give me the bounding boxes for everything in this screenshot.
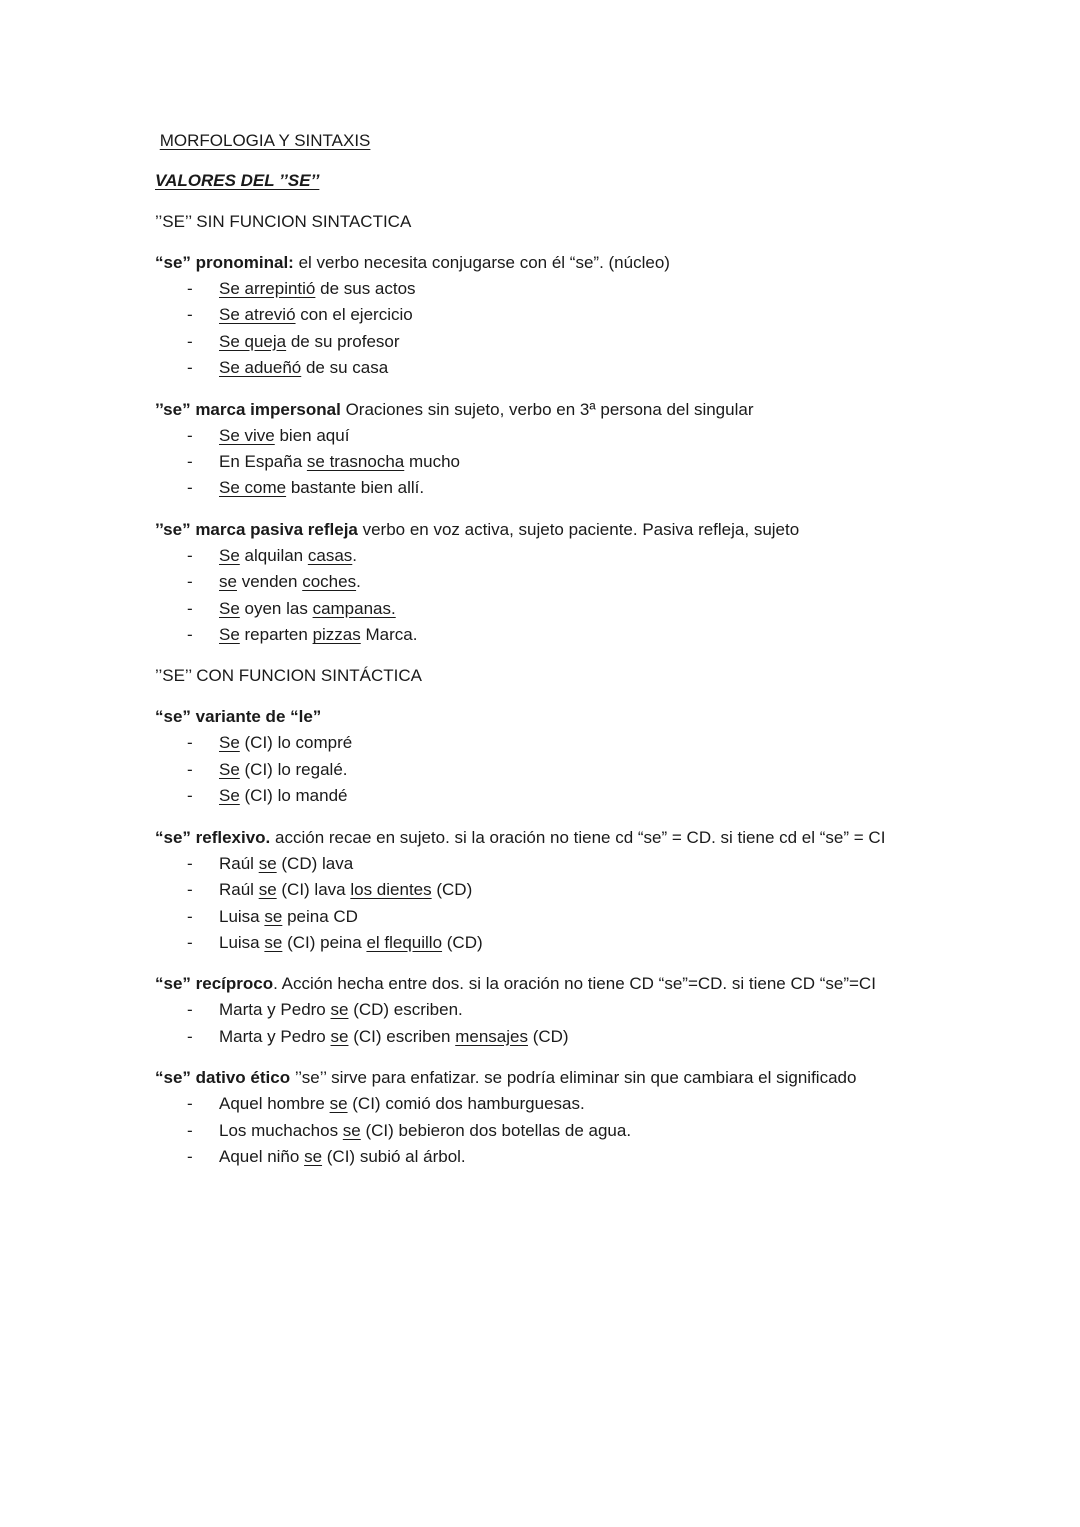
example-item [155,355,955,381]
example-list [155,1091,955,1170]
underlined-segment: Se vive [219,425,275,445]
group-label: “se” recíproco [155,974,274,994]
document-subtitle [155,168,955,194]
text-segment: de su casa [301,358,389,378]
example-list [155,997,955,1050]
underlined-segment: casas [307,545,353,565]
text-segment: bien aquí [274,425,350,445]
group-label: “se” variante de “le” [155,707,322,727]
underlined-segment: Se [219,625,240,645]
underlined-segment: Se [219,598,240,618]
underlined-segment: se [304,1146,323,1166]
example-item [155,329,955,355]
text-segment: de su profesor [286,331,400,351]
text-segment: peina CD [282,906,358,926]
example-item [155,730,955,756]
text-segment: Los muchachos [219,1120,343,1140]
group-label: “se” dativo ético [155,1068,291,1088]
group-description: el verbo necesita conjugarse con él “se”. (núcleo) [293,253,670,272]
text-segment: reparten [239,625,313,645]
group-label: ’’se” marca pasiva refleja [155,519,358,539]
underlined-segment: coches [302,572,357,592]
text-segment: (CI) lava [276,880,351,900]
text-segment: (CD) lava [276,853,354,873]
underlined-segment: pizzas [312,625,361,645]
group-definition [155,1065,955,1091]
section-heading: ’’SE’’ SIN FUNCION SINTACTICA [155,212,412,231]
underlined-segment: Se arrepintió [219,279,316,298]
example-item [155,1118,955,1144]
underlined-segment: se [329,1094,348,1114]
example-item [155,423,955,449]
group-label: “se” reflexivo. [155,827,271,847]
example-item [155,783,955,809]
group-definition [155,971,955,997]
text-segment: Marta y Pedro [219,1000,331,1020]
group-description: acción recae en sujeto. si la oración no tiene cd “se” = CD. si tiene cd el “se” = CI [270,827,886,847]
sections-container [155,209,955,1170]
underlined-segment: Se come [219,478,287,498]
underlined-segment: Se [219,759,240,779]
underlined-segment: los dientes [350,880,432,900]
example-item [155,543,955,569]
group-description: . Acción hecha entre dos. si la oración no tiene CD “se”=CD. si tiene CD “se”=CI [273,974,876,994]
group-definition [155,250,955,276]
example-list [155,423,955,502]
text-segment: venden [236,572,303,592]
underlined-segment: Se [219,545,240,565]
text-segment: oyen las [239,598,313,618]
section-heading: ’’SE’’ CON FUNCION SINTÁCTICA [155,666,422,686]
example-list [155,276,955,382]
text-segment: (CI) subió al árbol. [322,1146,466,1166]
text-segment: alquilan [239,545,308,565]
text-segment: con el ejercicio [295,305,413,325]
text-segment: Marta y Pedro [219,1026,331,1046]
example-list [155,730,955,809]
example-item [155,930,955,956]
group-definition [155,825,955,851]
underlined-segment: se [219,572,237,592]
text-segment: (CI) lo mandé [239,786,348,806]
underlined-segment: se [264,906,283,926]
document-subtitle-text: VALORES DEL ’’SE’’ [155,171,320,190]
text-segment: (CD) [527,1026,569,1046]
underlined-segment: se [330,1026,349,1046]
document-title-text: MORFOLOGIA Y SINTAXIS [159,131,371,150]
example-item [155,877,955,903]
underlined-segment: se [330,1000,349,1020]
group-description: ’’se’’ sirve para enfatizar. se podría eliminar sin que cambiara el significado [290,1068,857,1088]
text-segment: bastante bien allí. [286,478,425,498]
example-list [155,851,955,957]
underlined-segment: Se adueñó [219,358,302,378]
example-item [155,276,955,302]
example-item [155,475,955,501]
example-item [155,449,955,475]
underlined-segment: mensajes [455,1026,528,1046]
underlined-segment: se [258,853,277,873]
text-segment: Aquel hombre [219,1094,330,1114]
text-segment: Aquel niño [219,1146,305,1166]
underlined-segment: Se [219,733,240,753]
example-item [155,302,955,328]
text-segment: Raúl [219,853,259,873]
example-item [155,904,955,930]
text-segment: de sus actos [315,279,416,298]
text-segment: . [352,545,358,565]
underlined-segment: Se [219,786,240,806]
example-item [155,1024,955,1050]
group-label: ’’se” marca impersonal [155,399,341,419]
group-description: verbo en voz activa, sujeto paciente. Pasiva refleja, sujeto [357,519,800,539]
underlined-segment: Se atrevió [219,305,296,325]
example-item [155,622,955,648]
text-segment: (CD) escriben. [348,1000,463,1020]
text-segment: (CD) [431,880,473,900]
text-segment: mucho [404,452,460,472]
example-item [155,569,955,595]
text-segment: (CI) comió dos hamburguesas. [347,1094,585,1114]
group-description: Oraciones sin sujeto, verbo en 3ª persona del singular [340,399,754,419]
text-segment: (CI) lo compré [239,733,353,753]
example-item [155,997,955,1023]
underlined-segment: se trasnocha [306,452,405,472]
text-segment: (CI) peina [282,932,367,952]
example-item [155,851,955,877]
underlined-segment: Se queja [219,331,287,351]
text-segment: (CI) escriben [348,1026,456,1046]
group-label: “se” pronominal: [155,253,294,272]
text-segment: . [356,572,361,592]
group-definition [155,704,955,730]
group-definition [155,517,955,543]
underlined-segment: se [342,1120,361,1140]
underlined-segment: se [264,932,283,952]
text-segment: En España [219,452,307,472]
text-segment: Luisa [219,906,265,926]
text-segment: (CI) lo regalé. [239,759,348,779]
underlined-segment: campanas. [312,598,396,618]
document-title [155,128,955,154]
example-list [155,543,955,649]
underlined-segment: el flequillo [366,932,443,952]
text-segment: Marca. [360,625,418,645]
example-item [155,757,955,783]
document-page [155,128,955,1170]
group-definition [155,397,955,423]
text-segment: (CD) [442,932,483,952]
text-segment: (CI) bebieron dos botellas de agua. [360,1120,632,1140]
example-item [155,1144,955,1170]
underlined-segment: se [258,880,277,900]
example-item [155,1091,955,1117]
example-item [155,596,955,622]
text-segment: Luisa [219,932,265,952]
text-segment: Raúl [219,880,259,900]
